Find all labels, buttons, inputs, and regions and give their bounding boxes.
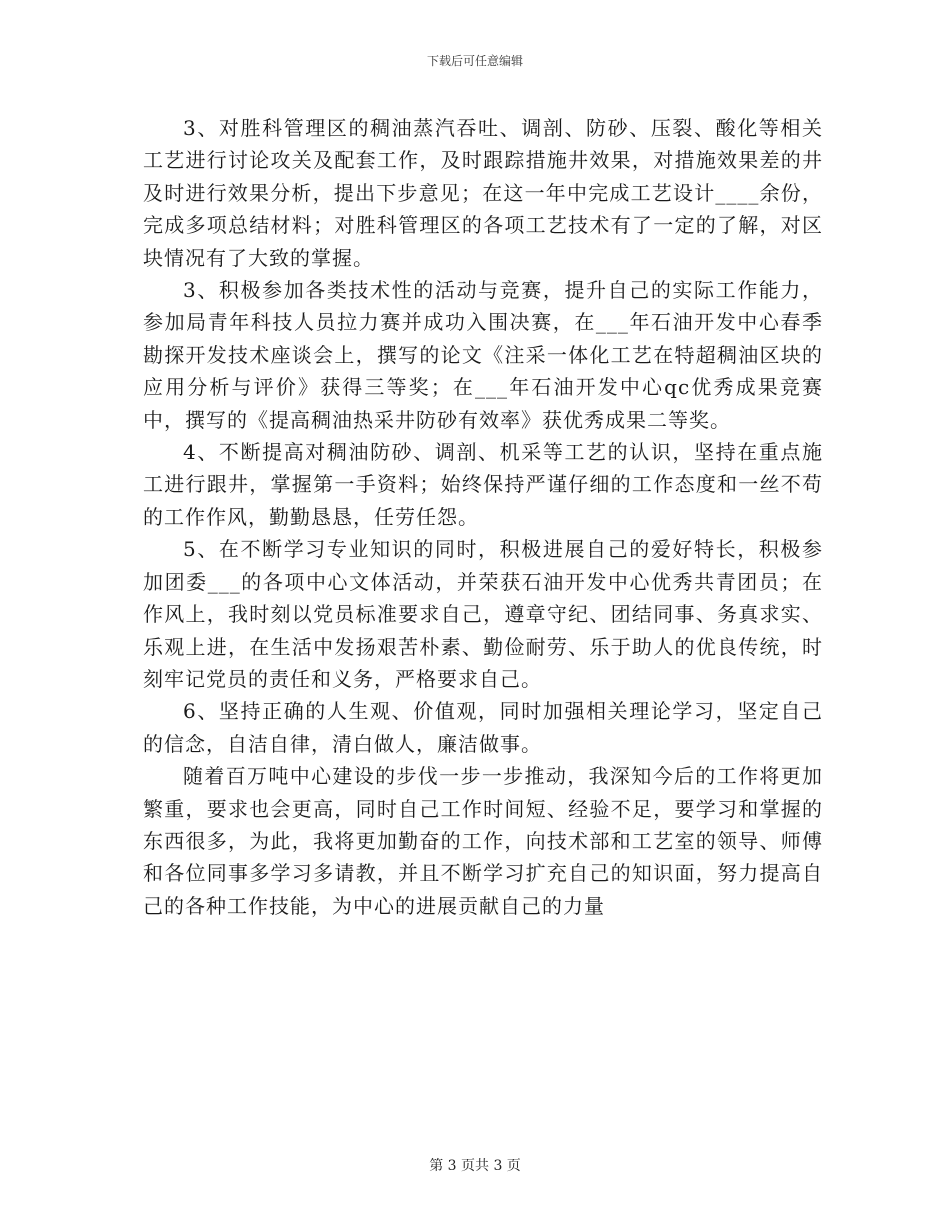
paragraph-item-5: 5、在不断学习专业知识的同时，积极进展自己的爱好特长，积极参加团委___的各项中心文体活动，并荣获石油开发中心优秀共青团员；在作风上，我时刻以党员标准要求自己，遵章守纪、团结同事、务真求实、乐观上进，在生活中发扬艰苦朴素、勤俭耐劳、乐于助人的优良传统，时刻牢记党员的责任和义务，严格要求自己。 [143,537,823,691]
page-header: 下载后可任意编辑 [426,54,523,68]
paragraph-conclusion: 随着百万吨中心建设的步伐一步一步推动，我深知今后的工作将更加繁重，要求也会更高，同时自己工作时间短、经验不足，要学习和掌握的东西很多，为此，我将更加勤奋的工作，向技术部和工艺室的领导、师傅和各位同事多学习多请教，并且不断学习扩充自己的知识面，努力提高自己的各种工作技能，为中心的进展贡献自己的力量 [143,764,823,918]
document-body [143,112,823,922]
page-number: 第 3 页共 3 页 [429,1158,521,1174]
paragraph-item-3-competition: 3、积极参加各类技术性的活动与竞赛，提升自己的实际工作能力，参加局青年科技人员拉力赛并成功入围决赛，在___年石油开发中心春季勘探开发技术座谈会上，撰写的论文《注采一体化工艺在特超稠油区块的应用分析与评价》获得三等奖；在___年石油开发中心qc优秀成果竞赛中，撰写的《提高稠油热采井防砂有效率》获优秀成果二等奖。 [143,278,823,432]
paragraph-item-6: 6、坚持正确的人生观、价值观，同时加强相关理论学习，坚定自己的信念，自洁自律，清白做人，廉洁做事。 [143,699,823,756]
paragraph-item-3-craft: 3、对胜科管理区的稠油蒸汽吞吐、调剖、防砂、压裂、酸化等相关工艺进行讨论攻关及配套工作，及时跟踪措施井效果，对措施效果差的井及时进行效果分析，提出下步意见；在这一年中完成工艺设计____余份，完成多项总结材料；对胜科管理区的各项工艺技术有了一定的了解，对区块情况有了大致的掌握。 [143,116,823,270]
paragraph-item-4: 4、不断提高对稠油防砂、调剖、机采等工艺的认识，坚持在重点施工进行跟井，掌握第一手资料；始终保持严谨仔细的工作态度和一丝不苟的工作作风，勤勤恳恳，任劳任怨。 [143,440,823,529]
